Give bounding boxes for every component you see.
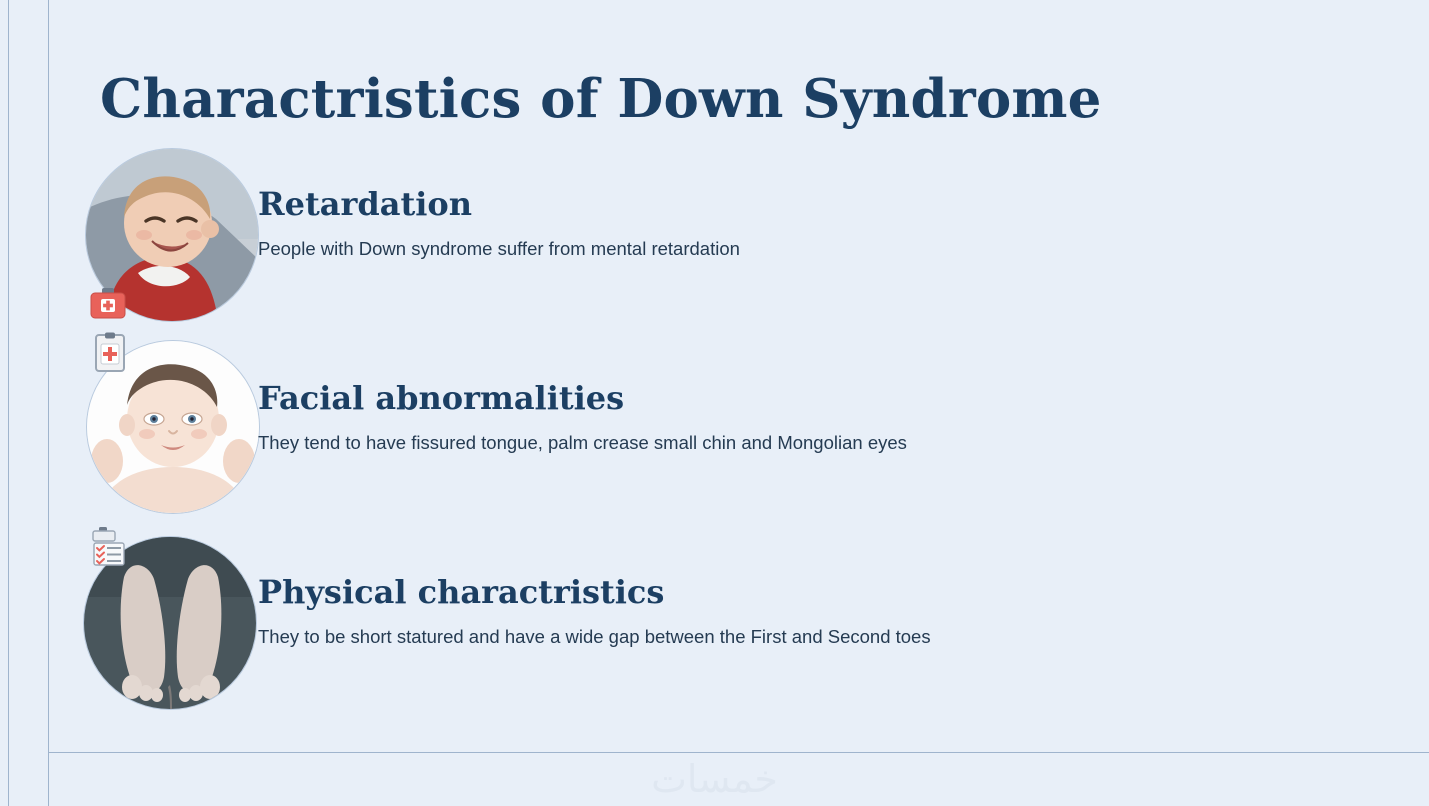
list-item-description: They tend to have fissured tongue, palm crease small chin and Mongolian eyes (258, 431, 907, 453)
clipboard-medical-icon (90, 332, 130, 374)
list-item (0, 132, 1429, 326)
list-item-text (258, 380, 1369, 455)
list-item-heading: Facial abnormalities (258, 379, 625, 417)
list-item-text (258, 574, 1369, 649)
list-item-heading: Retardation (258, 185, 472, 223)
list-item-description: They to be short statured and have a wide gap between the First and Second toes (258, 625, 931, 647)
page-title: Charactristics of Down Syndrome (100, 67, 1102, 130)
list-item-heading: Physical charactristics (258, 573, 665, 611)
list-item (0, 326, 1429, 520)
characteristics-list (0, 132, 1429, 714)
list-item-description: People with Down syndrome suffer from mental retardation (258, 237, 740, 259)
list-item-text (258, 186, 1369, 261)
first-aid-kit-icon (88, 284, 128, 326)
list-item (0, 520, 1429, 714)
checklist-icon (90, 526, 130, 568)
watermark: خمسات (651, 757, 778, 801)
